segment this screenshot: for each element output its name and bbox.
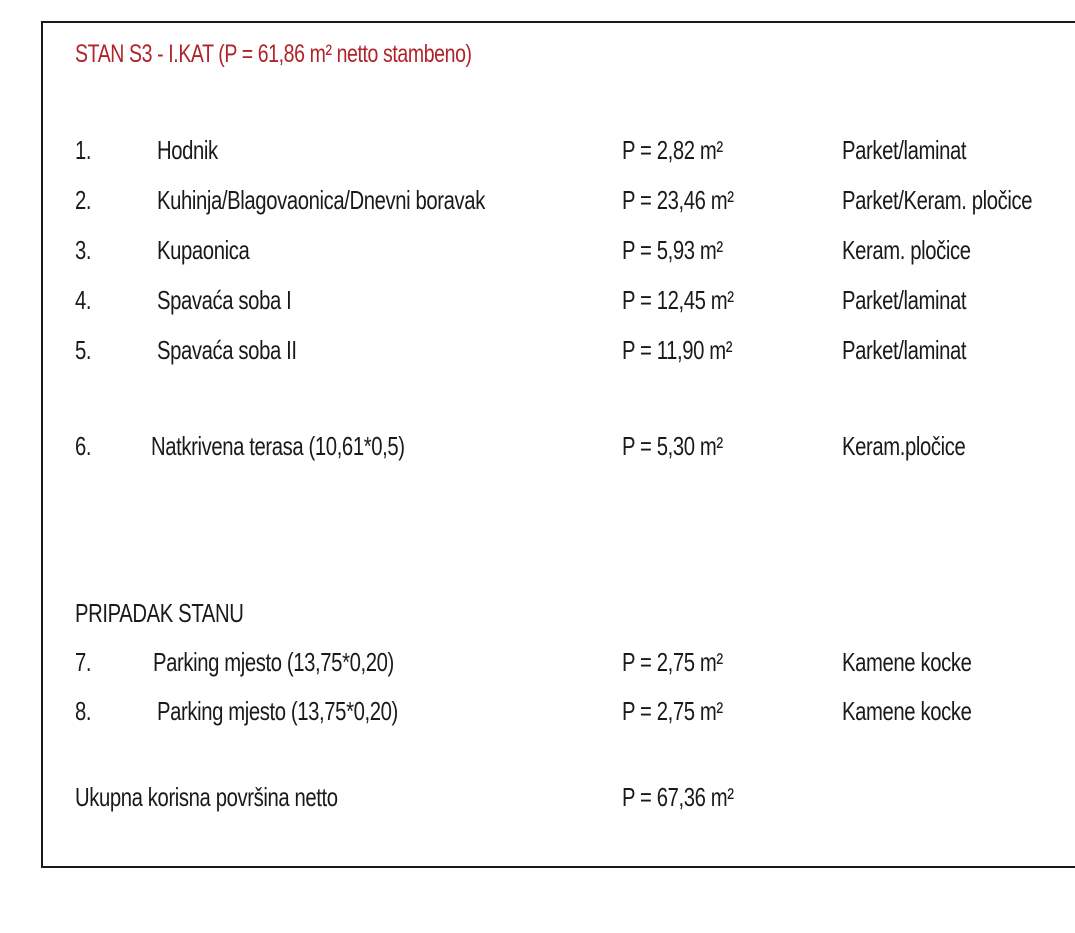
room-area: P = 12,45 m² [622, 285, 734, 315]
room-name: Spavaća soba I [157, 285, 292, 315]
room-number: 4. [75, 285, 92, 315]
room-material: Parket/laminat [842, 285, 967, 315]
room-area: P = 5,93 m² [622, 235, 723, 265]
parking-number: 8. [75, 696, 92, 726]
parking-row [0, 642, 1075, 682]
room-number: 6. [75, 431, 92, 461]
room-number: 1. [75, 135, 92, 165]
total-label: Ukupna korisna površina netto [75, 782, 338, 812]
room-material: Parket/laminat [842, 135, 967, 165]
room-name: Spavaća soba II [157, 335, 297, 365]
room-name: Kuhinja/Blagovaonica/Dnevni boravak [157, 185, 485, 215]
room-name: Natkrivena terasa (10,61*0,5) [151, 431, 405, 461]
room-number: 2. [75, 185, 92, 215]
room-row [0, 180, 1075, 220]
parking-area: P = 2,75 m² [622, 696, 723, 726]
room-area: P = 11,90 m² [622, 335, 733, 365]
room-material: Keram. pločice [842, 235, 971, 265]
room-area: P = 2,82 m² [622, 135, 723, 165]
room-material: Keram.pločice [842, 431, 966, 461]
parking-material: Kamene kocke [842, 696, 972, 726]
room-name: Hodnik [157, 135, 218, 165]
room-name: Kupaonica [157, 235, 250, 265]
room-area: P = 5,30 m² [622, 431, 723, 461]
room-row [0, 426, 1075, 466]
room-number: 3. [75, 235, 92, 265]
room-material: Parket/Keram. pločice [842, 185, 1033, 215]
room-material: Parket/laminat [842, 335, 967, 365]
parking-number: 7. [75, 647, 92, 677]
parking-name: Parking mjesto (13,75*0,20) [153, 647, 394, 677]
room-row [0, 130, 1075, 170]
parking-area: P = 2,75 m² [622, 647, 723, 677]
apartment-title: STAN S3 - I.KAT (P = 61,86 m² netto stambeno) [75, 40, 472, 68]
total-row [0, 777, 1075, 817]
room-row [0, 330, 1075, 370]
room-row [0, 230, 1075, 270]
room-number: 5. [75, 335, 92, 365]
room-row [0, 280, 1075, 320]
room-area: P = 23,46 m² [622, 185, 734, 215]
parking-name: Parking mjesto (13,75*0,20) [157, 696, 398, 726]
parking-row [0, 691, 1075, 731]
total-area: P = 67,36 m² [622, 782, 734, 812]
parking-material: Kamene kocke [842, 647, 972, 677]
section-heading: PRIPADAK STANU [75, 598, 244, 628]
